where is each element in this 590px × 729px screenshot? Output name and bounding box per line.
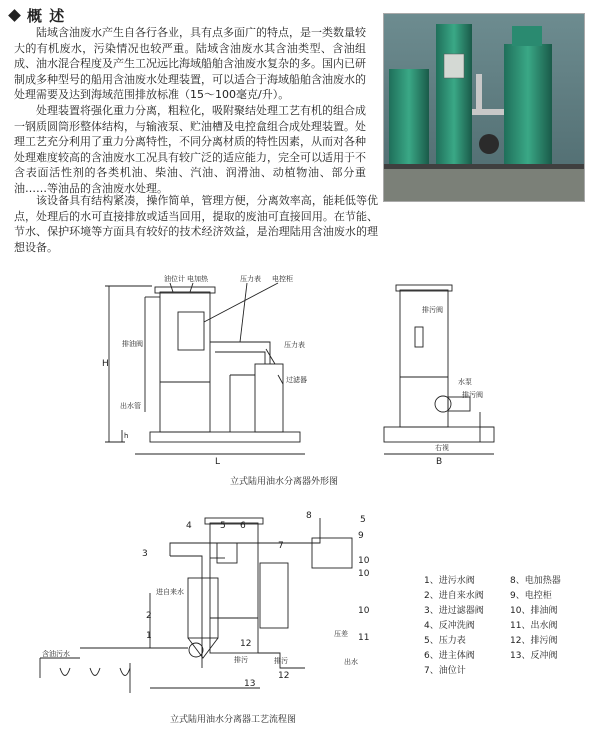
flow-label-outlet: 出水: [344, 658, 358, 666]
label-oil-drain: 排油阀: [122, 340, 143, 348]
label-right-view: 右视: [435, 444, 449, 452]
label-pressure-gauge: 压力表: [240, 275, 261, 283]
legend-item: 7、油位计: [424, 666, 466, 676]
flow-num-7: 7: [278, 541, 284, 551]
flow-diagram: [20, 508, 420, 698]
flow-label-pressure: 压差: [334, 630, 348, 638]
flow-num-5: 5: [220, 521, 226, 531]
legend-item: 6、进主体阀: [424, 651, 475, 661]
flow-num-10a: 10: [358, 556, 370, 566]
legend-item: 4、反冲洗阀: [424, 621, 475, 631]
label-water-outlet: 出水管: [120, 402, 141, 410]
label-pressure-gauge2: 压力表: [284, 341, 305, 349]
label-filter: 过滤器: [286, 376, 307, 384]
diamond-bullet-icon: [8, 9, 21, 22]
dim-B: B: [436, 457, 443, 467]
label-oil-level: 油位计: [164, 275, 185, 283]
legend-item: 5、压力表: [424, 636, 466, 646]
flow-num-11: 11: [358, 633, 370, 643]
flow-num-9: 9: [358, 531, 364, 541]
outline-caption: 立式陆用油水分离器外形图: [230, 477, 339, 487]
label-control-box: 电控柜: [272, 275, 293, 283]
legend-item: 11、出水阀: [510, 621, 558, 631]
dim-h: h: [124, 432, 129, 440]
legend-right-column: [510, 574, 561, 664]
paragraph-2: 处理装置将强化重力分离，粗粒化，吸附聚结处理工艺有机的组合成一钢质圆筒形整体结构，与输液泵、贮油槽及电控盒组合成处理装置。处理工艺充分利用了重力分离特性，不同分离材质的特性因素，从而对各种处理难度较高的含油废水工况具有较广泛的适应能力，完全可以适用于不含表面活性剂的各类机油、柴油、汽油、润滑油、动植物油、部分重油……等油品的含油废水处理。: [14, 104, 366, 195]
flow-label-tap-water: 进自来水: [156, 588, 184, 596]
flow-label-drain2: 排污: [274, 657, 288, 665]
label-drain-valve: 排污阀: [422, 306, 443, 314]
flow-num-12b: 12: [278, 671, 290, 681]
flow-num-10c: 10: [358, 606, 370, 616]
legend-item: 1、进污水阀: [424, 576, 475, 586]
paragraph-1: 陆域含油废水产生自各行各业，具有点多面广的特点，是一类数量较大的有机废水，污染情况也较严重。陆域含油废水其含油类型、含油组成、油水混合程度及产生工况远比海域船舶含油废水复杂的多。国内已研制成多种型号的船用含油废水处理装置，可以适合于海域船舶含油废水的处理需要及达到海域范围排放标准（15～100毫克/升）。: [14, 26, 366, 101]
outline-drawing: [100, 272, 590, 467]
legend-item: 3、进过滤器阀: [424, 606, 484, 616]
flow-num-3: 3: [142, 549, 148, 559]
section-heading-text: 概 述: [27, 7, 66, 25]
dim-L: L: [215, 457, 221, 467]
dim-H: H: [102, 359, 109, 369]
flow-num-12a: 12: [240, 639, 252, 649]
flow-caption: 立式陆用油水分离器工艺流程图: [170, 715, 297, 725]
flow-num-13: 13: [244, 679, 256, 689]
legend-item: 8、电加热器: [510, 576, 561, 586]
legend-item: 10、排油阀: [510, 606, 558, 616]
flow-label-drain1: 排污: [234, 656, 248, 664]
label-pump: 水泵: [458, 378, 472, 386]
label-heater: 电加热: [187, 275, 208, 283]
label-drain-valve2: 排污阀: [462, 391, 483, 399]
flow-label-inlet: 含油污水: [42, 650, 70, 658]
flow-num-1: 1: [146, 631, 152, 641]
product-photo: [383, 13, 585, 202]
flow-num-5b: 5: [360, 515, 366, 525]
legend-item: 13、反冲阀: [510, 651, 558, 661]
flow-num-6: 6: [240, 521, 246, 531]
flow-num-4: 4: [186, 521, 192, 531]
paragraph-3: 该设备具有结构紧凑，操作简单，管理方便，分离效率高，能耗低等优点，处理后的水可直接排放或适当回用，提取的废油可直接回用。在节能、节水、保护环境等方面具有较好的技术经济效益，是治理陆用含油废水的理想设备。: [14, 194, 378, 254]
legend-item: 9、电控柜: [510, 591, 552, 601]
flow-num-2: 2: [146, 611, 152, 621]
flow-num-10b: 10: [358, 569, 370, 579]
legend-item: 2、进自来水阀: [424, 591, 484, 601]
legend-item: 12、排污阀: [510, 636, 558, 646]
legend-left-column: [424, 574, 484, 679]
section-heading: [10, 5, 65, 26]
flow-num-8: 8: [306, 511, 312, 521]
